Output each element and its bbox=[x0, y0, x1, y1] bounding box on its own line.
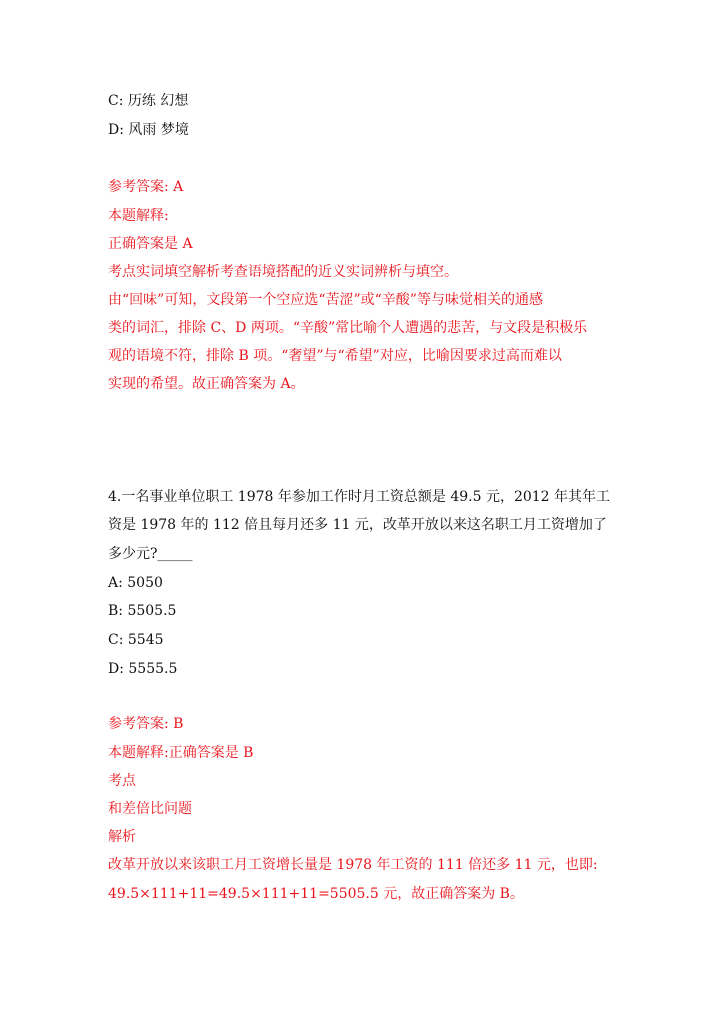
q4-stem-line: 多少元?_____ bbox=[108, 546, 193, 562]
q3-option-d: D: 风雨 梦境 bbox=[108, 122, 189, 138]
q4-stem-line: 资是 1978 年的 112 倍且每月还多 11 元，改革开放以来这名职工月工资增加了 bbox=[108, 517, 607, 533]
q4-explain: 本题解释:正确答案是 B bbox=[108, 745, 254, 761]
q4-option-b: B: 5505.5 bbox=[108, 603, 177, 619]
q4-analysis-label: 解析 bbox=[108, 829, 136, 845]
q3-analysis-line: 类的词汇，排除 C、D 两项。“辛酸”常比喻个人遭遇的悲苦，与文段是积极乐 bbox=[108, 320, 588, 336]
q4-option-d: D: 5555.5 bbox=[108, 661, 178, 677]
q4-analysis-line: 改革开放以来该职工月工资增长量是 1978 年工资的 111 倍还多 11 元，也即: bbox=[108, 857, 598, 873]
q4-option-a: A: 5050 bbox=[108, 575, 163, 591]
q3-analysis-line: 观的语境不符，排除 B 项。“奢望”与“希望”对应，比喻因要求过高而难以 bbox=[108, 348, 562, 364]
q3-analysis-line: 实现的希望。故正确答案为 A。 bbox=[108, 376, 305, 392]
q3-answer: 参考答案: A bbox=[108, 179, 184, 195]
q4-point: 和差倍比问题 bbox=[108, 801, 192, 817]
q4-option-c: C: 5545 bbox=[108, 632, 164, 648]
q4-point-label: 考点 bbox=[108, 773, 136, 789]
q4-stem-line: 4.一名事业单位职工 1978 年参加工作时月工资总额是 49.5 元，2012 年其年工 bbox=[108, 489, 611, 505]
q3-point: 考点实词填空解析考查语境搭配的近义实词辨析与填空。 bbox=[108, 264, 458, 280]
q3-correct: 正确答案是 A bbox=[108, 236, 193, 252]
q3-explain-label: 本题解释: bbox=[108, 208, 169, 224]
q4-analysis-line: 49.5×111+11=49.5×111+11=5505.5 元，故正确答案为 B。 bbox=[108, 886, 524, 902]
q3-option-c: C: 历练 幻想 bbox=[108, 93, 189, 109]
q4-answer: 参考答案: B bbox=[108, 716, 184, 732]
q3-analysis-line: 由“回味”可知，文段第一个空应选“苦涩”或“辛酸”等与味觉相关的通感 bbox=[108, 292, 543, 308]
